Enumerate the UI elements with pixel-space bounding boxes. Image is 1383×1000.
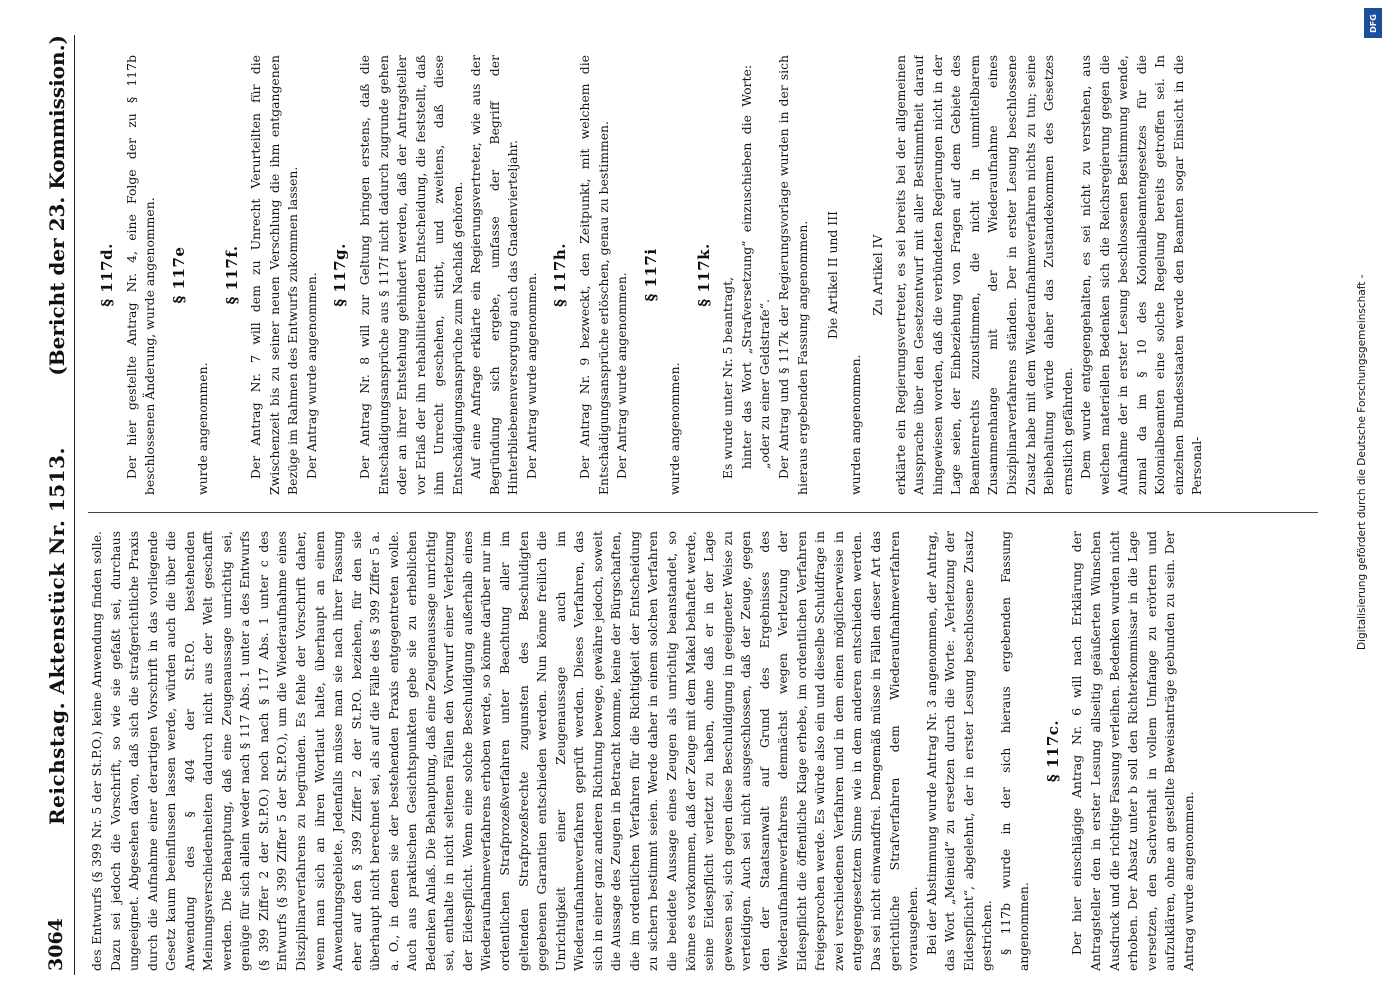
right-column (88, 55, 1318, 495)
verdict: wurde angenommen. (667, 362, 683, 495)
paragraph: Der hier gestellte Antrag Nr. 4, eine Folge der zu § 117b beschlossenen Änderung, wurde angenommen. (123, 55, 158, 495)
paragraph: Der hier einschlägige Antrag Nr. 6 will nach Erklärung der Antragsteller den in erster Lesung allseitig geäußerten Wünschen Ausdruck und die richtige Fassung verleihen. Bedenken wurden nicht erhoben. Der Absatz unter b soll den Richterkommissar in die Lage versetzen, den Sachverhalt in vollem Umfange zu erörtern und aufzuklären, ohne an gestellte Beweisanträge gebunden zu sein. Der Antrag wurde angenommen. (1069, 531, 1196, 971)
section-heading-117c: § 117c. (1043, 719, 1062, 783)
paragraph: Dem wurde entgegengehalten, es sei nicht zu verstehen, aus welchen materiellen Bedenken sich die Reichsregierung gegen die Aufnahme der in erster Lesung beschlossenen Bestimmung wende, zumal da im § 10 des Kolonialbeamtengesetzes für die Kolonialbeamten eine solche Regelung bereits getroffen sei. In einzelnen Bundesstaaten werde den Beamten sogar Einsicht in die Personal- (1078, 55, 1205, 495)
digitization-note: Digitalisierung gefördert durch die Deutsche Forschungsgemeinschaft - (1356, 274, 1368, 650)
paragraph: Der Antrag wurde angenommen. (523, 272, 539, 479)
quoted-amendment: hinter das Wort „Strafversetzung“ einzuschieben die Worte: „oder zu einer Geldstrafe“. (738, 65, 773, 469)
articles-heading: Die Artikel II und III (825, 211, 841, 339)
paragraph: des Entwurfs (§ 399 Nr. 5 der St.P.O.) keine Anwendung finden solle. Dazu sei jedoch die Vorschrift, so wie sie gefaßt sei, durchaus ungeeignet. Abgesehen davon, daß sich die strafgerichtliche Praxis durch die Aufnahme einer derartigen Vorschrift in das vorliegende Gesetz kaum beeinflussen lassen werde, würden auch die über die Anwendung des § 404 der St.P.O. bestehenden Meinungsverschiedenheiten dadurch nicht aus der Welt geschafft werden. Die Behauptung, daß eine Zeugenaussage unrichtig sei, genüge für sich allein weder nach § 117 Abs. 1 unter a des Entwurfs (§ 399 Ziffer 2 der St.P.O.) noch nach § 117 Abs. 1 unter c des Entwurfs (§ 399 Ziffer 5 der St.P.O.), um die Wiederaufnahme eines Disziplinarverfahrens zu begründen. Es fehle der Vorschrift daher, wenn man sich an ihren Wortlaut halte, überhaupt an einem Anwendungsgebiete. Jedenfalls müsse man sie nach ihrer Fassung eher auf den § 399 Ziffer 2 der St.P.O. beziehen, für den sie überhaupt nicht berechnet sei, als auf die Fälle des § 399 Ziffer 5 a. a. O., in denen sie der bestehenden Praxis entgegentreten wolle. Auch aus praktischen Gesichtspunkten gebe sie zu erheblichen Bedenken Anlaß. Die Behauptung, daß eine Zeugenaussage unrichtig sei, enthalte in nicht seltenen Fällen den Vorwurf einer Verletzung der Eidespflicht. Wenn eine solche Beschuldigung außerhalb eines Wiederaufnahmeverfahrens erhoben werde, so könne darüber nur im ordentlichen Strafprozeßverfahren unter Beachtung aller im geltenden Strafprozeßrechte zugunsten des Beschuldigten gegebenen Garantien entschieden werden. Nun könne freilich die Unrichtigkeit einer Zeugenaussage auch im Wiederaufnahmeverfahren geprüft werden. Dieses Verfahren, das sich in einer ganz anderen Richtung bewege, gewähre jedoch, soweit die Aussage des Zeugen in Betracht komme, keine der Bürgschaften, die im ordentlichen Verfahren für die Richtigkeit der Entscheidung zu sichern bestimmt seien. Werde daher in einem solchen Verfahren die beeidete Aussage eines Zeugen als unrichtig beanstandet, so könne es vorkommen, daß der Zeuge mit dem Makel behaftet werde, seine Eidespflicht verletzt zu haben, ohne daß er in der Lage gewesen sei, sich gegen diese Beschuldigung in geeigneter Weise zu verteidigen. Auch sei nicht ausgeschlossen, daß der Zeuge, gegen den der Staatsanwalt auf Grund des Ergebnisses des Wiederaufnahmeverfahrens demnächst wegen Verletzung der Eidespflicht die öffentliche Klage erhebe, im ordentlichen Verfahren freigesprochen werde. Es würde also ein und dieselbe Schuldfrage in zwei verschiedenen Verfahren und in dem einen möglicherweise in entgegengesetztem Sinne wie in dem anderen entschieden werden. Das sei nicht einwandfrei. Demgemäß müsse in Fällen dieser Art das gerichtliche Strafverfahren dem Wiederaufnahmeverfahren vorausgehen. (89, 531, 921, 971)
paragraph: Bei der Abstimmung wurde Antrag Nr. 3 angenommen, der Antrag, das Wort „Meineid“ zu ersetzen durch die Worte: „Verletzung der Eidespflicht“, abgelehnt, der in erster Lesung beschlossene Zusatz gestrichen. (923, 531, 995, 971)
section-heading-117i: § 117i (641, 248, 660, 302)
paragraph: Es wurde unter Nr. 5 beantragt, (720, 276, 736, 479)
section-heading-117h: § 117h. (551, 243, 570, 308)
paragraph: Der Antrag und § 117k der Regierungsvorlage wurden in der sich hieraus ergebenden Fassung angenommen. (775, 55, 810, 495)
section-heading-117f: § 117f. (222, 245, 241, 305)
section-heading-117g: § 117g. (331, 243, 350, 307)
paragraph: Der Antrag Nr. 8 will zur Geltung bringen erstens, daß die Entschädigungsansprüche aus § 117f nicht dadurch zugrunde gehen oder an ihrer Entstehung gehindert werden, daß der Antragsteller vor Erlaß der ihn rehabilitierenden Entscheidung, die feststellt, daß ihm Unrecht geschehen, stirbt, und zweitens, daß diese Entschädigungsansprüche zum Nachlaß gehören. (357, 55, 465, 495)
paragraph: Der Antrag Nr. 7 will dem zu Unrecht Verurteilten für die Zwischenzeit bis zu seiner neuen Verschlung die ihm entgangenen Bezüge im Rahmen des Entwurfs zukommen lassen. (248, 55, 301, 495)
paragraph: Der Antrag wurde angenommen. (614, 272, 630, 479)
column-divider (88, 512, 1318, 513)
paragraph: Der Antrag Nr. 9 bezweckt, den Zeitpunkt, mit welchem die Entschädigungsansprüche erlöschen, genau zu bestimmen. (577, 55, 611, 495)
running-head (40, 35, 75, 975)
paragraph: § 117b wurde in der sich hieraus ergebenden Fassung angenommen. (997, 531, 1032, 971)
section-heading-117d: § 117d. (98, 243, 116, 307)
running-head-report: (Bericht der 23. Kommission.) (45, 35, 69, 376)
verdict: wurden angenommen. (847, 354, 863, 495)
article-iv-heading: Zu Artikel IV (870, 234, 886, 316)
section-heading-117k: § 117k. (694, 243, 713, 307)
paragraph: Auf eine Anfrage erklärte ein Regierungsvertreter, wie aus der Begründung sich ergebe, umfasse der Begriff der Hinterbliebenenversorgung auch das Gnadenvierteljahr. (468, 55, 521, 495)
paragraph: Der Antrag wurde angenommen. (303, 272, 319, 479)
verdict: wurde angenommen. (195, 362, 211, 495)
page-number: 3064 (45, 918, 67, 971)
section-heading-117e: § 117e (169, 246, 188, 304)
rotated-page (40, 35, 1330, 975)
left-column (88, 531, 1318, 971)
running-head-title: Reichstag. Aktenstück Nr. 1513. (45, 447, 69, 825)
dfg-logo: DFG (1364, 8, 1382, 38)
paragraph: erklärte ein Regierungsvertreter, es sei bereits bei der allgemeinen Aussprache über den Gesetzentwurf mit aller Bestimmtheit darauf hingewiesen worden, daß die verbündeten Regierungen nicht in der Lage seien, der Einbeziehung von Fragen auf dem Gebiete des Beamtenrechts zuzustimmen, die nicht in unmittelbarem Zusammenhange mit der Wiederaufnahme eines Disziplinarverfahrens ständen. Der in erster Lesung beschlossene Zusatz habe mit dem Wiederaufnahmeverfahren nichts zu tun; seine Beibehaltung würde daher das Zustandekommen des Gesetzes ernstlich gefährden. (892, 55, 1075, 495)
